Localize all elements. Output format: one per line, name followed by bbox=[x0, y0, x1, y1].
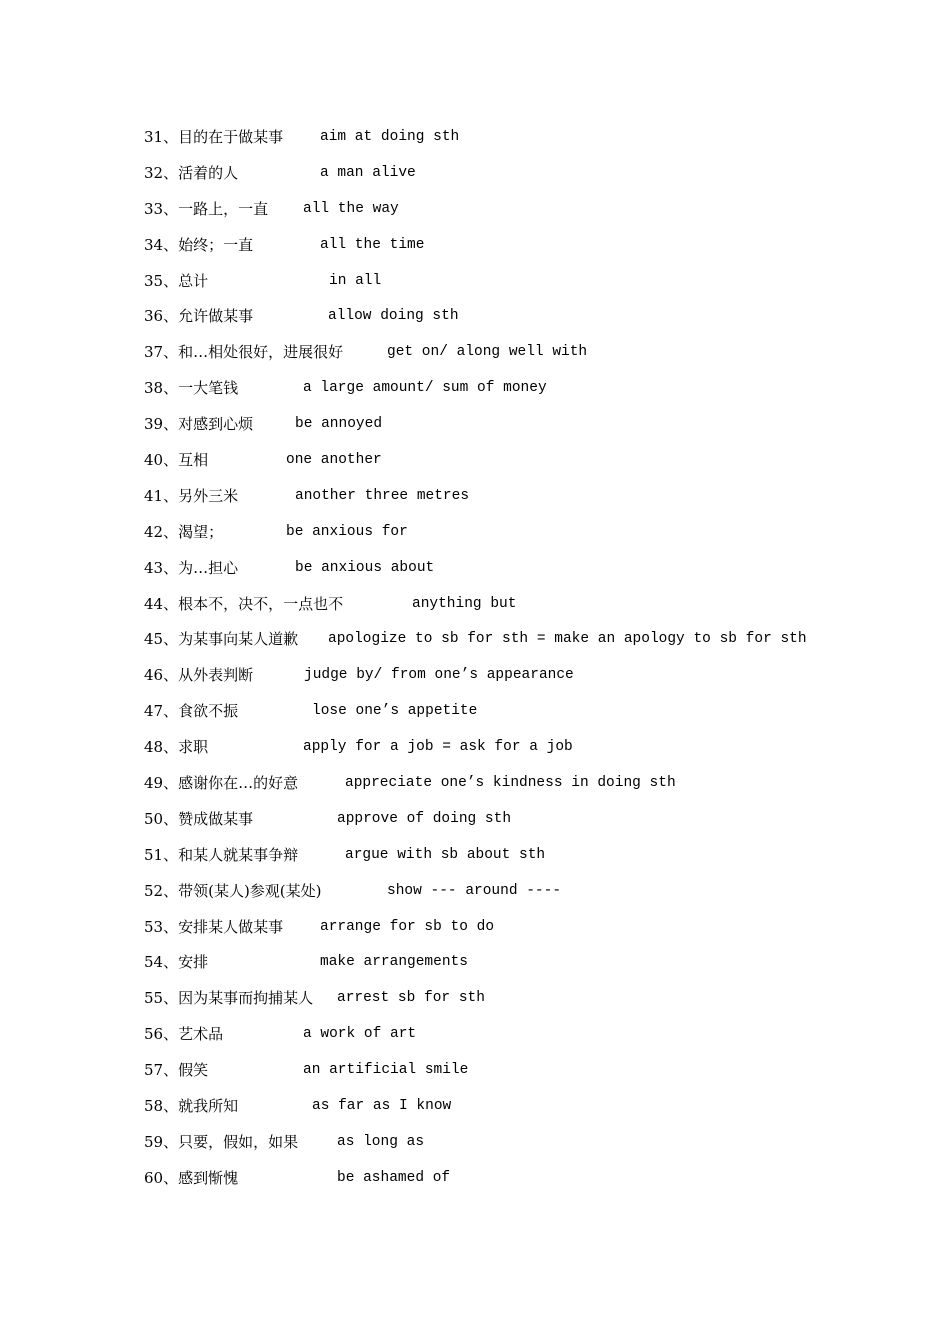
chinese-phrase: 38、一大笔钱 bbox=[144, 379, 239, 398]
chinese-phrase: 47、食欲不振 bbox=[144, 702, 239, 721]
chinese-phrase: 55、因为某事而拘捕某人 bbox=[144, 989, 314, 1008]
chinese-phrase: 58、就我所知 bbox=[144, 1097, 239, 1116]
list-item bbox=[0, 588, 950, 624]
english-phrase: anything but bbox=[412, 595, 517, 612]
list-item bbox=[0, 444, 950, 480]
chinese-phrase: 46、从外表判断 bbox=[144, 666, 254, 685]
chinese-phrase: 40、互相 bbox=[144, 451, 209, 470]
chinese-phrase: 60、感到惭愧 bbox=[144, 1168, 239, 1187]
english-phrase: approve of doing sth bbox=[337, 810, 512, 827]
english-phrase: be anxious for bbox=[286, 523, 408, 540]
list-item bbox=[0, 1090, 950, 1126]
english-phrase: a large amount/ sum of money bbox=[303, 380, 547, 397]
english-phrase: show --- around ---- bbox=[387, 882, 562, 899]
phrase-list bbox=[0, 121, 950, 1198]
chinese-phrase: 44、根本不，决不，一点也不 bbox=[144, 594, 344, 613]
list-item bbox=[0, 480, 950, 516]
list-item bbox=[0, 193, 950, 229]
english-phrase: argue with sb about sth bbox=[345, 846, 546, 863]
english-phrase: one another bbox=[286, 452, 382, 469]
chinese-phrase: 32、活着的人 bbox=[144, 163, 239, 182]
chinese-phrase: 45、为某事向某人道歉 bbox=[144, 630, 299, 649]
chinese-phrase: 54、安排 bbox=[144, 953, 209, 972]
chinese-phrase: 33、一路上，一直 bbox=[144, 199, 269, 218]
chinese-phrase: 48、求职 bbox=[144, 738, 209, 757]
list-item bbox=[0, 552, 950, 588]
english-phrase: allow doing sth bbox=[328, 308, 459, 325]
english-phrase: an artificial smile bbox=[303, 1062, 469, 1079]
list-item bbox=[0, 911, 950, 947]
chinese-phrase: 59、只要，假如，如果 bbox=[144, 1132, 299, 1151]
list-item bbox=[0, 982, 950, 1018]
chinese-phrase: 37、和…相处很好，进展很好 bbox=[144, 343, 344, 362]
chinese-phrase: 36、允许做某事 bbox=[144, 307, 254, 326]
chinese-phrase: 49、感谢你在…的好意 bbox=[144, 774, 299, 793]
list-item bbox=[0, 300, 950, 336]
english-phrase: aim at doing sth bbox=[320, 129, 460, 145]
chinese-phrase: 35、总计 bbox=[144, 271, 209, 290]
list-item bbox=[0, 623, 950, 659]
list-item bbox=[0, 157, 950, 193]
english-phrase: get on/ along well with bbox=[387, 344, 588, 361]
list-item bbox=[0, 767, 950, 803]
chinese-phrase: 31、目的在于做某事 bbox=[144, 128, 284, 146]
list-item bbox=[0, 372, 950, 408]
chinese-phrase: 53、安排某人做某事 bbox=[144, 917, 284, 936]
chinese-phrase: 41、另外三米 bbox=[144, 486, 239, 505]
english-phrase: arrange for sb to do bbox=[320, 918, 495, 935]
chinese-phrase: 42、渴望； bbox=[144, 522, 224, 541]
english-phrase: arrest sb for sth bbox=[337, 990, 485, 1007]
list-item bbox=[0, 1162, 950, 1198]
list-item bbox=[0, 516, 950, 552]
list-item bbox=[0, 875, 950, 911]
english-phrase: another three metres bbox=[295, 487, 470, 504]
english-phrase: be ashamed of bbox=[337, 1169, 451, 1186]
english-phrase: lose one’s appetite bbox=[312, 703, 478, 720]
chinese-phrase: 43、为…担心 bbox=[144, 558, 239, 577]
english-phrase: a man alive bbox=[320, 164, 416, 181]
list-item bbox=[0, 1018, 950, 1054]
english-phrase: make arrangements bbox=[320, 954, 468, 971]
english-phrase: as far as I know bbox=[312, 1098, 452, 1115]
list-item bbox=[0, 121, 950, 157]
english-phrase: in all bbox=[329, 272, 382, 289]
list-item bbox=[0, 1126, 950, 1162]
chinese-phrase: 52、带领(某人)参观(某处) bbox=[144, 881, 322, 900]
list-item bbox=[0, 803, 950, 839]
list-item bbox=[0, 839, 950, 875]
english-phrase: appreciate one’s kindness in doing sth bbox=[345, 775, 676, 792]
chinese-phrase: 39、对感到心烦 bbox=[144, 415, 254, 434]
list-item bbox=[0, 229, 950, 265]
chinese-phrase: 57、假笑 bbox=[144, 1061, 209, 1080]
list-item bbox=[0, 695, 950, 731]
english-phrase: be anxious about bbox=[295, 559, 435, 576]
list-item bbox=[0, 1054, 950, 1090]
english-phrase: apply for a job = ask for a job bbox=[303, 739, 573, 756]
english-phrase: apologize to sb for sth = make an apology to sb for sth bbox=[328, 631, 807, 648]
english-phrase: as long as bbox=[337, 1133, 425, 1150]
english-phrase: judge by/ from one’s appearance bbox=[304, 667, 574, 684]
list-item bbox=[0, 731, 950, 767]
chinese-phrase: 51、和某人就某事争辩 bbox=[144, 845, 299, 864]
english-phrase: be annoyed bbox=[295, 416, 383, 433]
list-item bbox=[0, 265, 950, 301]
list-item bbox=[0, 659, 950, 695]
chinese-phrase: 56、艺术品 bbox=[144, 1025, 224, 1044]
english-phrase: all the way bbox=[303, 200, 399, 217]
list-item bbox=[0, 336, 950, 372]
english-phrase: a work of art bbox=[303, 1026, 417, 1043]
chinese-phrase: 34、始终；一直 bbox=[144, 235, 254, 254]
english-phrase: all the time bbox=[320, 236, 425, 253]
chinese-phrase: 50、赞成做某事 bbox=[144, 809, 254, 828]
list-item bbox=[0, 946, 950, 982]
list-item bbox=[0, 408, 950, 444]
